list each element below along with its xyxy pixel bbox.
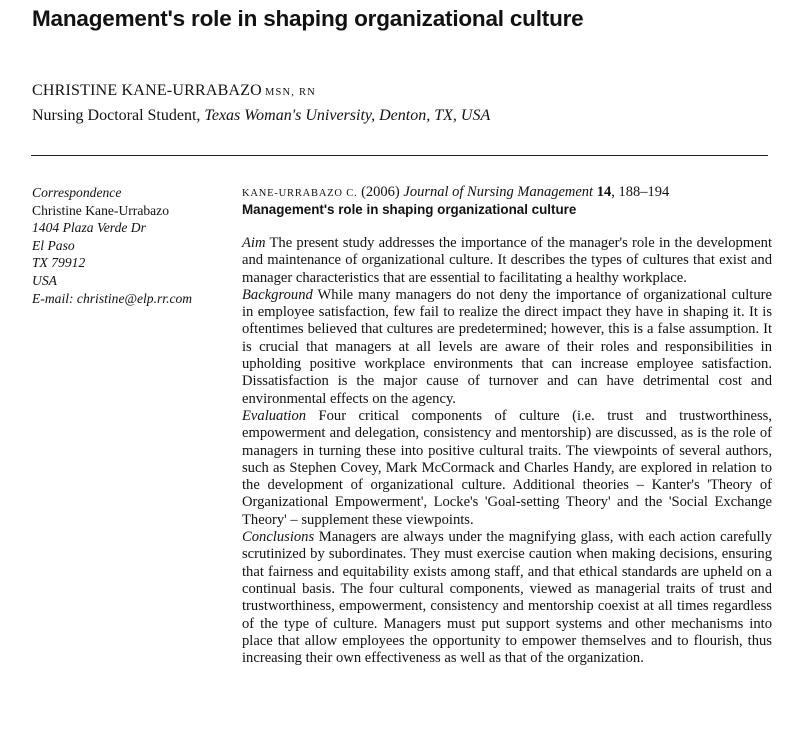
affiliation-place: Texas Woman's University, Denton, TX, USA [204,107,491,124]
correspondence-city: El Paso [32,237,75,253]
correspondence-block [32,184,232,307]
affiliation-role: Nursing Doctoral Student, [32,107,201,124]
abstract-aim [242,235,772,287]
conclusions-text: Managers are always under the magnifying glass, with each action carefully scrutinized by subordinates. They must exercise caution when making decisions, ensuring that fairness and equitability exists among staff, and that ethical standards are upheld on a continual basis. The four cultural components, viewed as managerial traits of trust and trustworthiness, empowerment, consistency and mentorship coexist at all times regardless of the type of culture. Managers must put support systems and other mechanisms into place that allow employees the opportunity to empower themselves and to flourish, thus increasing their own effectiveness as well as that of the organization. [242,529,772,667]
evaluation-text: Four critical components of culture (i.e. trust and trustworthiness, empowerment and delegation, consistency and mentorship) are discussed, as is the role of managers in turning these into positive cultural traits. The viewpoints of several authors, such as Stephen Covey, Mark McCormack and Charles Handy, are explored in relation to the development of organizational culture. Additional theories – Kanter's 'Theory of Organizational Empowerment', Locke's 'Goal-setting Theory' and the 'Social Exchange Theory' – supplement these viewpoints. [242,407,772,528]
background-text: While many managers do not deny the importance of organizational culture in employee satisfaction, few fail to realize the direct impact they have in shaping it. It is oftentimes believed that cultures are predetermined; however, this is a false assumption. It is crucial that managers at all levels are aware of their roles and responsibilities in upholding positive workplace environments that can increase employee satisfaction. Dissatisfaction is the major cause of turnover and can have detrimental cost and environmental effects on the agency. [242,286,773,407]
correspondence-street: 1404 Plaza Verde Dr [32,220,146,236]
conclusions-heading: Conclusions [242,529,315,546]
correspondence-country: USA [32,272,57,288]
evaluation-heading: Evaluation [242,407,307,424]
header-divider [31,155,768,156]
citation-journal: Journal of Nursing Management [403,184,594,200]
correspondence-name: Christine Kane-Urrabazo [32,202,170,218]
author-affiliation [32,107,490,125]
correspondence-state-zip: TX 79912 [32,255,86,271]
aim-heading: Aim [242,235,266,251]
correspondence-heading: Correspondence [32,185,122,200]
citation-year: (2006) [361,184,400,200]
citation-line [242,184,669,201]
citation-author: KANE-URRABAZO C. [242,188,358,199]
citation-pages: , 188–194 [611,184,670,200]
aim-text: The present study addresses the importance of the manager's role in the development and maintenance of organizational culture. It describes the types of cultures that exist and manager characteristics that are essential to facilitating a healthy workplace. [242,235,772,286]
citation-volume: 14 [596,184,612,200]
citation-title: Management's role in shaping organizational culture [242,202,577,217]
author-line [32,82,316,100]
article-title: Management's role in shaping organizational culture [32,6,584,31]
abstract [242,235,772,667]
abstract-conclusions [242,529,772,667]
abstract-background [242,287,772,408]
abstract-evaluation [242,408,772,529]
correspondence-email: E-mail: christine@elp.rr.com [32,290,193,306]
author-credentials: MSN, RN [264,87,316,98]
background-heading: Background [242,286,313,303]
author-name: CHRISTINE KANE-URRABAZO [32,82,262,99]
